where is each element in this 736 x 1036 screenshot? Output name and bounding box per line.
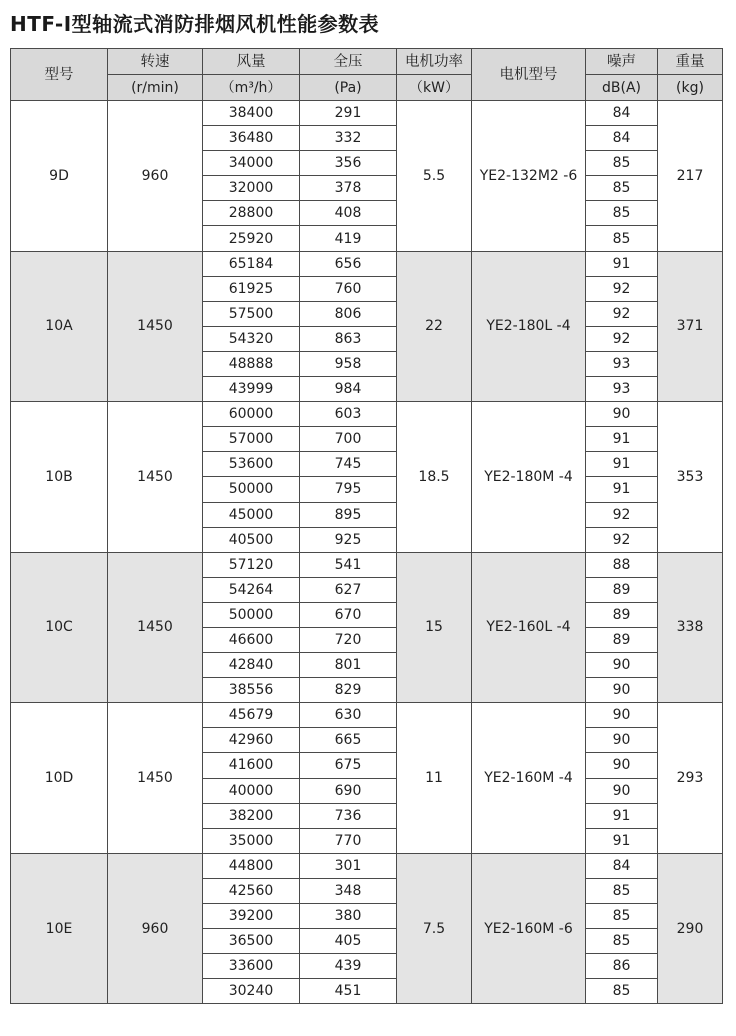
pressure-cell: 378 xyxy=(300,176,397,201)
noise-cell: 91 xyxy=(586,828,658,853)
noise-cell: 90 xyxy=(586,778,658,803)
airflow-cell: 57120 xyxy=(203,552,300,577)
power-cell: 22 xyxy=(397,251,472,402)
airflow-cell: 32000 xyxy=(203,176,300,201)
header-weight-unit: (kg) xyxy=(658,75,723,101)
speed-cell: 1450 xyxy=(108,552,203,703)
airflow-cell: 28800 xyxy=(203,201,300,226)
speed-cell: 1450 xyxy=(108,251,203,402)
pressure-cell: 895 xyxy=(300,502,397,527)
pressure-cell: 675 xyxy=(300,753,397,778)
header-model: 型号 xyxy=(11,49,108,101)
airflow-cell: 42960 xyxy=(203,728,300,753)
power-cell: 18.5 xyxy=(397,402,472,553)
noise-cell: 89 xyxy=(586,602,658,627)
airflow-cell: 36480 xyxy=(203,126,300,151)
noise-cell: 92 xyxy=(586,301,658,326)
header-airflow-unit: （m³/h） xyxy=(203,75,300,101)
airflow-cell: 50000 xyxy=(203,602,300,627)
airflow-cell: 45000 xyxy=(203,502,300,527)
noise-cell: 85 xyxy=(586,979,658,1004)
table-row xyxy=(11,853,723,878)
table-row xyxy=(11,703,723,728)
airflow-cell: 39200 xyxy=(203,904,300,929)
pressure-cell: 770 xyxy=(300,828,397,853)
noise-cell: 85 xyxy=(586,878,658,903)
header-weight: 重量 xyxy=(658,49,723,75)
header-motor: 电机型号 xyxy=(472,49,586,101)
pressure-cell: 405 xyxy=(300,929,397,954)
noise-cell: 89 xyxy=(586,577,658,602)
noise-cell: 92 xyxy=(586,502,658,527)
pressure-cell: 795 xyxy=(300,477,397,502)
noise-cell: 90 xyxy=(586,728,658,753)
header-airflow: 风量 xyxy=(203,49,300,75)
noise-cell: 93 xyxy=(586,377,658,402)
airflow-cell: 65184 xyxy=(203,251,300,276)
table-header xyxy=(11,49,723,101)
speed-cell: 960 xyxy=(108,853,203,1004)
airflow-cell: 38556 xyxy=(203,678,300,703)
noise-cell: 91 xyxy=(586,477,658,502)
noise-cell: 90 xyxy=(586,653,658,678)
airflow-cell: 57500 xyxy=(203,301,300,326)
airflow-cell: 42840 xyxy=(203,653,300,678)
motor-cell: YE2-180L -4 xyxy=(472,251,586,402)
motor-cell: YE2-132M2 -6 xyxy=(472,101,586,252)
table-row xyxy=(11,552,723,577)
pressure-cell: 332 xyxy=(300,126,397,151)
airflow-cell: 40000 xyxy=(203,778,300,803)
pressure-cell: 630 xyxy=(300,703,397,728)
power-cell: 11 xyxy=(397,703,472,854)
table-row xyxy=(11,402,723,427)
airflow-cell: 53600 xyxy=(203,452,300,477)
motor-cell: YE2-160M -4 xyxy=(472,703,586,854)
weight-cell: 290 xyxy=(658,853,723,1004)
noise-cell: 85 xyxy=(586,201,658,226)
noise-cell: 85 xyxy=(586,151,658,176)
header-power-unit: （kW） xyxy=(397,75,472,101)
pressure-cell: 627 xyxy=(300,577,397,602)
speed-cell: 1450 xyxy=(108,703,203,854)
pressure-cell: 925 xyxy=(300,527,397,552)
noise-cell: 91 xyxy=(586,427,658,452)
pressure-cell: 690 xyxy=(300,778,397,803)
header-pressure: 全压 xyxy=(300,49,397,75)
pressure-cell: 670 xyxy=(300,602,397,627)
airflow-cell: 60000 xyxy=(203,402,300,427)
pressure-cell: 863 xyxy=(300,326,397,351)
model-cell: 10B xyxy=(11,402,108,553)
airflow-cell: 61925 xyxy=(203,276,300,301)
header-power: 电机功率 xyxy=(397,49,472,75)
table-row xyxy=(11,101,723,126)
noise-cell: 93 xyxy=(586,351,658,376)
airflow-cell: 38200 xyxy=(203,803,300,828)
motor-cell: YE2-160M -6 xyxy=(472,853,586,1004)
header-noise: 噪声 xyxy=(586,49,658,75)
pressure-cell: 348 xyxy=(300,878,397,903)
airflow-cell: 35000 xyxy=(203,828,300,853)
pressure-cell: 451 xyxy=(300,979,397,1004)
pressure-cell: 439 xyxy=(300,954,397,979)
table-row xyxy=(11,251,723,276)
noise-cell: 91 xyxy=(586,803,658,828)
pressure-cell: 356 xyxy=(300,151,397,176)
noise-cell: 84 xyxy=(586,853,658,878)
airflow-cell: 30240 xyxy=(203,979,300,1004)
pressure-cell: 736 xyxy=(300,803,397,828)
power-cell: 5.5 xyxy=(397,101,472,252)
airflow-cell: 45679 xyxy=(203,703,300,728)
speed-cell: 1450 xyxy=(108,402,203,553)
airflow-cell: 33600 xyxy=(203,954,300,979)
header-pressure-unit: (Pa) xyxy=(300,75,397,101)
noise-cell: 90 xyxy=(586,703,658,728)
header-speed: 转速 xyxy=(108,49,203,75)
noise-cell: 91 xyxy=(586,452,658,477)
power-cell: 15 xyxy=(397,552,472,703)
weight-cell: 338 xyxy=(658,552,723,703)
airflow-cell: 43999 xyxy=(203,377,300,402)
pressure-cell: 700 xyxy=(300,427,397,452)
airflow-cell: 44800 xyxy=(203,853,300,878)
noise-cell: 84 xyxy=(586,101,658,126)
motor-cell: YE2-160L -4 xyxy=(472,552,586,703)
noise-cell: 85 xyxy=(586,929,658,954)
airflow-cell: 54320 xyxy=(203,326,300,351)
pressure-cell: 984 xyxy=(300,377,397,402)
noise-cell: 90 xyxy=(586,402,658,427)
fan-performance-table xyxy=(10,48,723,1004)
airflow-cell: 54264 xyxy=(203,577,300,602)
page-title: HTF-Ⅰ型轴流式消防排烟风机性能参数表 xyxy=(10,12,380,36)
pressure-cell: 301 xyxy=(300,853,397,878)
power-cell: 7.5 xyxy=(397,853,472,1004)
weight-cell: 293 xyxy=(658,703,723,854)
pressure-cell: 656 xyxy=(300,251,397,276)
noise-cell: 84 xyxy=(586,126,658,151)
pressure-cell: 829 xyxy=(300,678,397,703)
airflow-cell: 36500 xyxy=(203,929,300,954)
noise-cell: 85 xyxy=(586,176,658,201)
model-cell: 10E xyxy=(11,853,108,1004)
pressure-cell: 380 xyxy=(300,904,397,929)
airflow-cell: 40500 xyxy=(203,527,300,552)
header-speed-unit: (r/min) xyxy=(108,75,203,101)
weight-cell: 371 xyxy=(658,251,723,402)
weight-cell: 353 xyxy=(658,402,723,553)
noise-cell: 91 xyxy=(586,251,658,276)
airflow-cell: 50000 xyxy=(203,477,300,502)
noise-cell: 92 xyxy=(586,527,658,552)
airflow-cell: 41600 xyxy=(203,753,300,778)
header-noise-unit: dB(A) xyxy=(586,75,658,101)
airflow-cell: 57000 xyxy=(203,427,300,452)
airflow-cell: 38400 xyxy=(203,101,300,126)
noise-cell: 90 xyxy=(586,753,658,778)
table-body xyxy=(11,101,723,1004)
airflow-cell: 46600 xyxy=(203,627,300,652)
pressure-cell: 760 xyxy=(300,276,397,301)
pressure-cell: 291 xyxy=(300,101,397,126)
noise-cell: 85 xyxy=(586,226,658,251)
pressure-cell: 665 xyxy=(300,728,397,753)
airflow-cell: 42560 xyxy=(203,878,300,903)
model-cell: 9D xyxy=(11,101,108,252)
noise-cell: 92 xyxy=(586,276,658,301)
noise-cell: 86 xyxy=(586,954,658,979)
pressure-cell: 419 xyxy=(300,226,397,251)
pressure-cell: 720 xyxy=(300,627,397,652)
noise-cell: 92 xyxy=(586,326,658,351)
model-cell: 10A xyxy=(11,251,108,402)
weight-cell: 217 xyxy=(658,101,723,252)
motor-cell: YE2-180M -4 xyxy=(472,402,586,553)
noise-cell: 90 xyxy=(586,678,658,703)
model-cell: 10D xyxy=(11,703,108,854)
pressure-cell: 745 xyxy=(300,452,397,477)
model-cell: 10C xyxy=(11,552,108,703)
airflow-cell: 25920 xyxy=(203,226,300,251)
noise-cell: 88 xyxy=(586,552,658,577)
noise-cell: 85 xyxy=(586,904,658,929)
pressure-cell: 408 xyxy=(300,201,397,226)
airflow-cell: 34000 xyxy=(203,151,300,176)
pressure-cell: 541 xyxy=(300,552,397,577)
pressure-cell: 806 xyxy=(300,301,397,326)
pressure-cell: 958 xyxy=(300,351,397,376)
speed-cell: 960 xyxy=(108,101,203,252)
noise-cell: 89 xyxy=(586,627,658,652)
pressure-cell: 801 xyxy=(300,653,397,678)
airflow-cell: 48888 xyxy=(203,351,300,376)
pressure-cell: 603 xyxy=(300,402,397,427)
